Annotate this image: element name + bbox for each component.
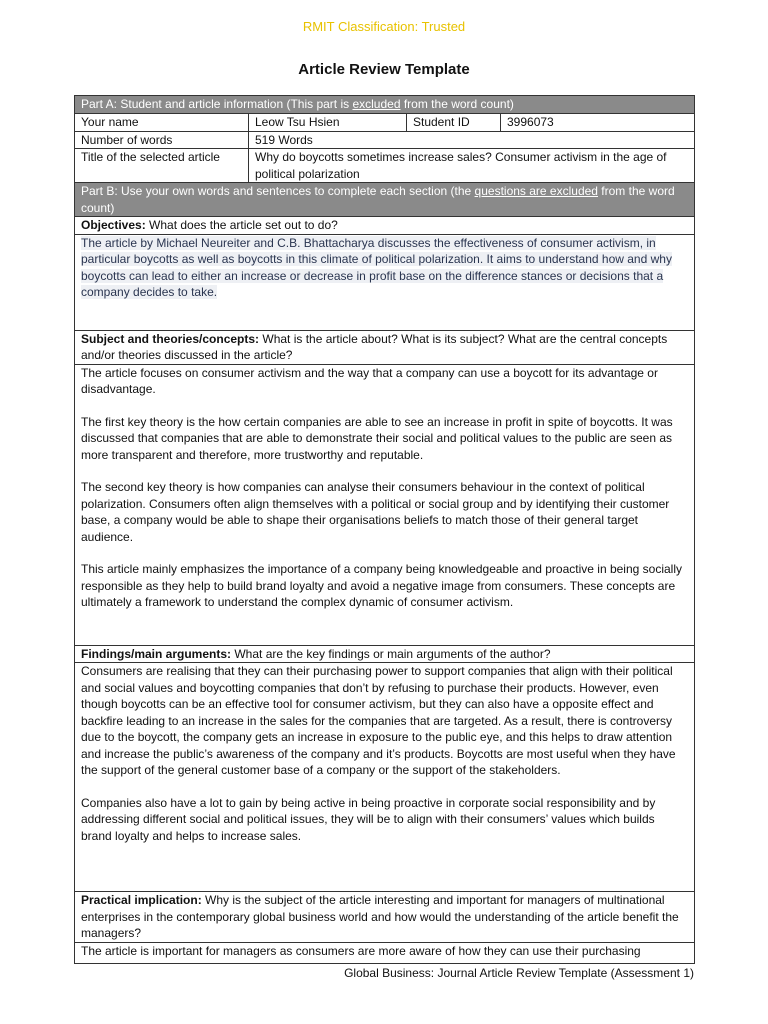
- document-title: Article Review Template: [298, 61, 470, 78]
- findings-paragraph: Companies also have a lot to gain by being active in being proactive in corporate social responsibility and by addressing different social and political issues, they will be to align with their consumers’ values which builds brand loyalty and helps to increase sales.: [81, 795, 656, 843]
- subject-paragraph: The first key theory is the how certain companies are able to see an increase in profit in spite of boycotts. It was discussed that companies that are able to demonstrate their social and political values to the public are seen as more transparent and therefore, more trustworthy and reputable.: [81, 414, 673, 462]
- your-name-value[interactable]: Leow Tsu Hsien: [249, 114, 407, 132]
- subject-paragraph: The second key theory is how companies can analyse their consumers behaviour in the context of political polarization. Consumers often align themselves with a political or social group and by identifying their customer base, a company would be able to shape their organisations beliefs to match those of their general target audience.: [81, 480, 670, 544]
- part-a-heading: Part A: Student and article information (This part is excluded from the word count): [75, 96, 695, 114]
- practical-answer[interactable]: [75, 942, 695, 963]
- subject-question: Subject and theories/concepts: What is the article about? What is its subject? What are the central concepts and/or theories discussed in the article?: [75, 330, 695, 364]
- subject-paragraph: This article mainly emphasizes the importance of a company being knowledgeable and proactive in being socially responsible as they help to build brand loyalty and avoid a negative image from consumers. These concepts are ultimately a framework to understand the complex dynamic of consumer activism.: [81, 562, 682, 609]
- word-count-row: [75, 131, 695, 149]
- subject-answer-row: [75, 364, 695, 645]
- word-count-value[interactable]: 519 Words: [249, 131, 695, 149]
- part-b-heading: Part B: Use your own words and sentences to complete each section (the questions are excluded from the word count): [75, 183, 695, 217]
- article-title-row: [75, 149, 695, 183]
- objectives-answer-row: [75, 234, 695, 330]
- student-id-value[interactable]: 3996073: [501, 114, 695, 132]
- your-name-label: Your name: [75, 114, 249, 132]
- classification-label: RMIT Classification: Trusted: [302, 19, 466, 34]
- part-b-heading-row: [75, 183, 695, 217]
- objectives-question: Objectives: What does the article set out to do?: [75, 217, 695, 235]
- subject-answer[interactable]: [75, 364, 695, 645]
- article-title-value[interactable]: Why do boycotts sometimes increase sales? Consumer activism in the age of political polarization: [249, 149, 695, 183]
- practical-answer-row: [75, 942, 695, 963]
- findings-paragraph: Consumers are realising that they can their purchasing power to support companies that align with their political and social values and boycotting companies that don’t by refusing to purchase their products. However, even though boycotts can be an effective tool for consumer activism, but they can also have a opposite effect and backfire leading to an increase in the sales for the companies that are targeted. As a result, there is controversy due to the boycott, the company gets an increase in exposure to the public eye, and this helps to draw attention and increase the public’s awareness of the company and it’s products. Boycotts are most useful when they have the support of the general customer base of a company or the support of the stakeholders.: [81, 664, 676, 777]
- objectives-answer-text: The article by Michael Neureiter and C.B. Bhattacharya discusses the effectiveness of consumer activism, in particular boycotts as well as boycotts in this climate of political polarization. It aims to understand how and why boycotts can lead to either an increase or decrease in profit base on the difference stances or decisions that a company decides to take.: [81, 235, 672, 299]
- practical-question: Practical implication: Why is the subject of the article interesting and important for managers of multinational enterprises in the contemporary global business world and how would the understanding of the article benefit the managers?: [75, 892, 695, 943]
- objectives-question-row: [75, 217, 695, 235]
- findings-question-row: [75, 645, 695, 663]
- page-footer: Global Business: Journal Article Review Template (Assessment 1): [344, 966, 694, 980]
- review-form-table: [74, 95, 695, 964]
- subject-question-row: [75, 330, 695, 364]
- practical-question-row: [75, 892, 695, 943]
- findings-answer[interactable]: [75, 663, 695, 892]
- student-id-label: Student ID: [407, 114, 501, 132]
- practical-answer-text: The article is important for managers as consumers are more aware of how they can use their purchasing: [81, 943, 641, 958]
- part-a-heading-row: [75, 96, 695, 114]
- subject-paragraph: The article focuses on consumer activism and the way that a company can use a boycott for its advantage or disadvantage.: [81, 365, 658, 396]
- your-name-row: [75, 114, 695, 132]
- findings-answer-row: [75, 663, 695, 892]
- word-count-label: Number of words: [75, 131, 249, 149]
- objectives-answer[interactable]: [75, 234, 695, 330]
- article-title-label: Title of the selected article: [75, 149, 249, 183]
- findings-question: Findings/main arguments: What are the key findings or main arguments of the author?: [75, 645, 695, 663]
